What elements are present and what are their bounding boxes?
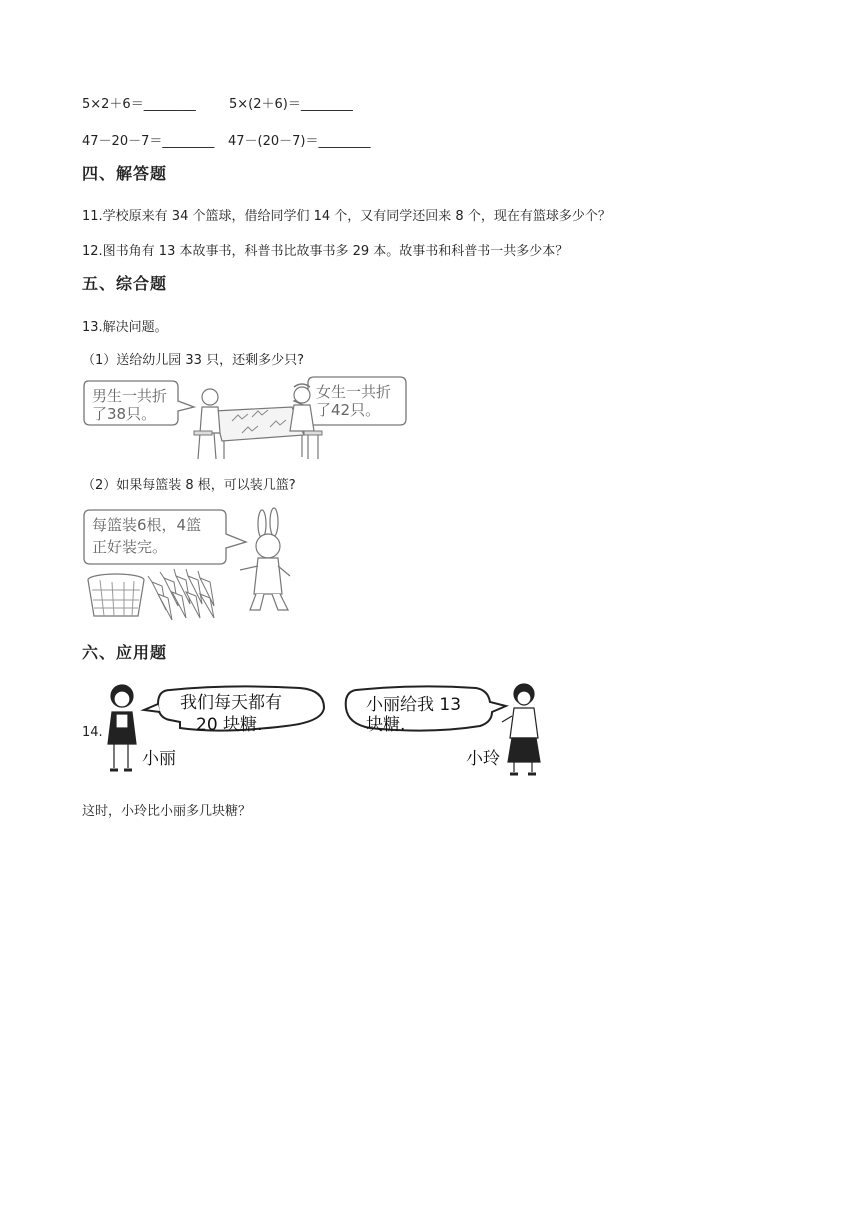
bubble-xiaoling-line-2: 块糖. — [366, 715, 406, 735]
bubble-xiaoling-line-1: 小丽给我 13 — [366, 695, 462, 715]
question-13-part-1: （1）送给幼儿园 33 只，还剩多少只? — [82, 353, 304, 368]
origami-illustration — [82, 373, 412, 461]
bubble-xiaoli-line-2: 20 块糖. — [196, 715, 263, 735]
carrots-icon — [148, 569, 214, 620]
bubble-xiaoli-line-1: 我们每天都有 — [180, 693, 282, 713]
bubble-boys-line-2: 了38只。 — [92, 405, 157, 423]
bubble-rabbit-line-1: 每篮装6根，4篮 — [92, 516, 202, 534]
candy-girls-illustration — [100, 682, 550, 778]
bubble-rabbit-line-2: 正好装完。 — [92, 538, 168, 556]
girl-xiaoling-icon — [502, 684, 540, 774]
bubble-boys-line-1: 男生一共折 — [92, 387, 168, 405]
question-12: 12.图书角有 13 本故事书，科普书比故事书多 29 本。故事书和科普书一共多少本？ — [82, 244, 569, 259]
rabbit-carrots-illustration — [82, 506, 312, 624]
question-14-text: 这时，小玲比小丽多几块糖？ — [82, 804, 252, 819]
equation-1b: 5×(2＋6)＝________ — [229, 97, 353, 112]
question-13-part-2: （2）如果每篮装 8 根，可以装几篮? — [82, 478, 296, 493]
equation-1a: 5×2＋6＝________ — [82, 97, 196, 112]
girl-xiaoli-icon — [108, 685, 136, 770]
question-11: 11.学校原来有 34 个篮球，借给同学们 14 个，又有同学还回来 8 个，现在有篮球多少个？ — [82, 209, 611, 224]
section-4-heading: 四、解答题 — [82, 164, 168, 183]
rabbit-icon — [240, 508, 290, 610]
name-xiaoli: 小丽 — [142, 749, 176, 769]
bubble-girls-line-1: 女生一共折 — [316, 383, 392, 401]
equation-2a: 47－20－7＝________ — [82, 134, 215, 149]
section-5-heading: 五、综合题 — [82, 274, 168, 293]
name-xiaoling: 小玲 — [466, 749, 500, 769]
basket-icon — [88, 574, 144, 616]
equation-2b: 47－(20－7)＝________ — [228, 134, 371, 149]
question-14-number: 14. — [82, 725, 103, 740]
question-13: 13.解决问题。 — [82, 320, 168, 335]
section-6-heading: 六、应用题 — [82, 643, 168, 662]
bubble-girls-line-2: 了42只。 — [316, 401, 381, 419]
